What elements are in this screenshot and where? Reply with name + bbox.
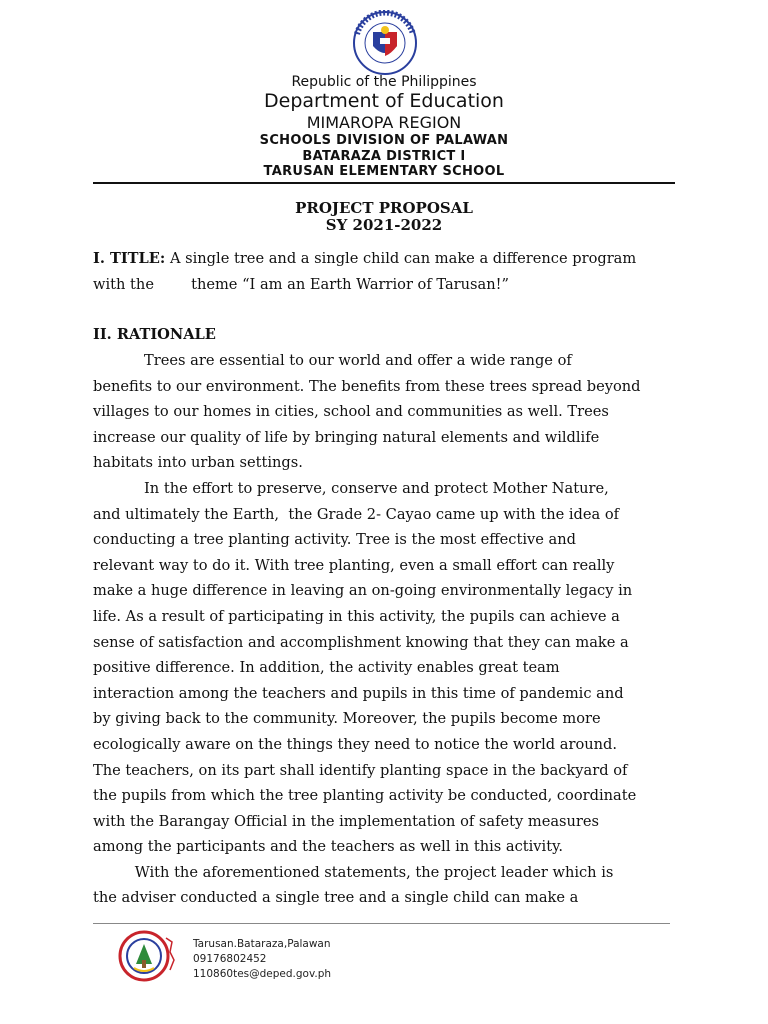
rationale-line: positive difference. In addition, the activity enables great team xyxy=(93,659,560,677)
footer-address: Tarusan.Bataraza,Palawan xyxy=(193,938,331,950)
district-line: BATARAZA DISTRICT I xyxy=(302,149,466,164)
division-line: SCHOOLS DIVISION OF PALAWAN xyxy=(259,133,509,148)
rationale-label: II. RATIONALE xyxy=(93,326,216,343)
rationale-line: benefits to our environment. The benefits from these trees spread beyond xyxy=(93,377,641,395)
rationale-line: the pupils from which the tree planting activity be conducted, coordinate xyxy=(93,787,637,805)
rationale-line: among the participants and the teachers as well in this activity. xyxy=(93,838,564,856)
school-logo-icon xyxy=(116,930,192,982)
rationale-body xyxy=(93,348,678,911)
rationale-line: With the aforementioned statements, the project leader which is xyxy=(93,863,614,881)
section-title-label: I. TITLE: xyxy=(93,250,166,267)
rationale-line: the adviser conducted a single tree and a single child can make a xyxy=(93,889,579,907)
proposal-heading: PROJECT PROPOSAL xyxy=(295,199,473,217)
rationale-line: by giving back to the community. Moreover, the pupils become more xyxy=(93,710,601,728)
footer-divider xyxy=(93,923,670,924)
footer-email: 110860tes@deped.gov.ph xyxy=(193,968,332,980)
deped-seal-icon xyxy=(347,10,423,76)
rationale-line: with the Barangay Official in the implementation of safety measures xyxy=(93,812,600,830)
rationale-line: conducting a tree planting activity. Tree is the most effective and xyxy=(93,531,576,549)
rationale-line: ecologically aware on the things they need to notice the world around. xyxy=(93,735,618,753)
rationale-line: In the effort to preserve, conserve and protect Mother Nature, xyxy=(93,479,609,497)
republic-line: Republic of the Philippines xyxy=(291,74,477,90)
rationale-line: The teachers, on its part shall identify planting space in the backyard of xyxy=(93,761,628,779)
footer-phone: 09176802452 xyxy=(193,953,267,965)
school-year: SY 2021-2022 xyxy=(325,216,443,234)
rationale-line: interaction among the teachers and pupils in this time of pandemic and xyxy=(93,684,624,702)
rationale-line: increase our quality of life by bringing natural elements and wildlife xyxy=(93,428,600,446)
school-line: TARUSAN ELEMENTARY SCHOOL xyxy=(263,164,505,179)
rationale-line: life. As a result of participating in this activity, the pupils can achieve a xyxy=(93,607,620,625)
rationale-line: relevant way to do it. With tree planting, even a small effort can really xyxy=(93,556,615,574)
section-rationale-heading xyxy=(93,322,678,348)
title-text-line-1: A single tree and a single child can make a difference program xyxy=(165,250,637,267)
rationale-line: and ultimately the Earth, the Grade 2- Cayao came up with the idea of xyxy=(93,505,620,523)
section-title xyxy=(93,246,678,297)
rationale-line: villages to our homes in cities, school and communities as well. Trees xyxy=(93,403,609,421)
title-text-line-2: with the theme “I am an Earth Warrior of Tarusan!” xyxy=(93,275,509,293)
department-line: Department of Education xyxy=(264,90,504,112)
rationale-line: make a huge difference in leaving an on-going environmentally legacy in xyxy=(93,582,633,600)
region-line: MIMAROPA REGION xyxy=(306,113,462,132)
header-divider xyxy=(93,182,675,184)
rationale-line: habitats into urban settings. xyxy=(93,454,303,472)
rationale-line: sense of satisfaction and accomplishment knowing that they can make a xyxy=(93,633,629,651)
rationale-line: Trees are essential to our world and offer a wide range of xyxy=(93,352,572,369)
